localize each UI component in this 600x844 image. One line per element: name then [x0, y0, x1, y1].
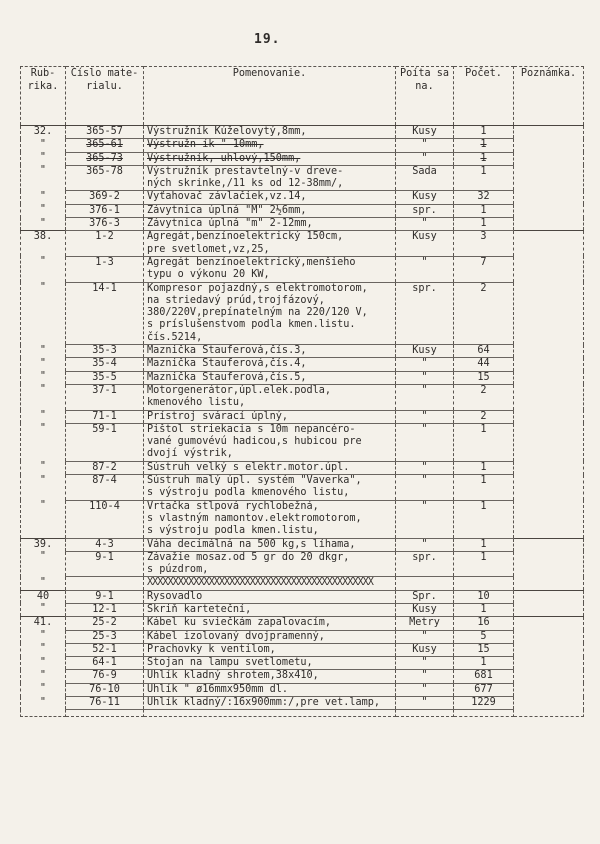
description-line: Motorgenerátor,úpl.elek.podla, — [147, 384, 332, 396]
note-cell — [514, 165, 584, 191]
rubrika-cell: 40 — [21, 590, 66, 603]
material-number-cell: 376-1 — [66, 204, 144, 217]
table-row — [21, 670, 584, 683]
material-number-cell: 35-3 — [66, 345, 144, 358]
rubrika-cell: " — [21, 697, 66, 710]
header-cislo-materialu: Číslo mate-rialu. — [66, 67, 144, 126]
rubrika-cell: " — [21, 475, 66, 501]
material-number-cell — [66, 577, 144, 590]
table-row — [21, 551, 584, 577]
unit-cell: Kusy — [396, 603, 454, 616]
description-line: kmenového listu, — [147, 397, 246, 409]
note-cell — [514, 643, 584, 656]
description-cell — [144, 423, 396, 461]
unit-cell: " — [396, 683, 454, 696]
note-cell — [514, 256, 584, 282]
table-row — [21, 191, 584, 204]
description-cell — [144, 475, 396, 501]
rubrika-cell: " — [21, 139, 66, 152]
table-header-row — [21, 67, 584, 126]
table-row — [21, 204, 584, 217]
description-cell — [144, 204, 396, 217]
material-number-cell: 1-3 — [66, 256, 144, 282]
description-cell — [144, 256, 396, 282]
description-line: Závytnica úplná "m" 2-12mm, — [147, 218, 313, 230]
description-cell — [144, 358, 396, 371]
description-line: pre svetlomet,vz,25, — [147, 243, 270, 255]
unit-cell: " — [396, 423, 454, 461]
unit-cell: Kusy — [396, 643, 454, 656]
unit-cell: Kusy — [396, 231, 454, 257]
description-cell — [144, 410, 396, 423]
rubrika-cell: " — [21, 500, 66, 538]
material-number-cell: 110-4 — [66, 500, 144, 538]
table-row — [21, 475, 584, 501]
description-line: Rysovadlo — [147, 590, 203, 602]
material-number-cell: 52-1 — [66, 643, 144, 656]
table-row — [21, 643, 584, 656]
note-cell — [514, 152, 584, 165]
description-cell — [144, 231, 396, 257]
table-row — [21, 345, 584, 358]
material-number-cell: 25-3 — [66, 630, 144, 643]
description-line: Vyťahovač závlačiek,vz.14, — [147, 191, 307, 203]
description-cell — [144, 126, 396, 139]
description-line: Výstružník prestavtelný-v dreve- — [147, 165, 344, 177]
description-cell — [144, 590, 396, 603]
description-line: Kábel izolovaný dvojpramenný, — [147, 630, 325, 642]
material-number-cell: 14-1 — [66, 282, 144, 344]
quantity-cell: 2 — [454, 410, 514, 423]
note-cell — [514, 282, 584, 344]
table-row — [21, 500, 584, 538]
description-cell — [144, 603, 396, 616]
table-row — [21, 461, 584, 474]
material-number-cell: 4-3 — [66, 538, 144, 551]
table-row — [21, 152, 584, 165]
unit-cell: " — [396, 358, 454, 371]
table-row — [21, 371, 584, 384]
material-number-cell: 9-1 — [66, 590, 144, 603]
quantity-cell: 2 — [454, 384, 514, 410]
description-line: s púzdrom, — [147, 564, 209, 576]
unit-cell: " — [396, 152, 454, 165]
rubrika-cell: " — [21, 165, 66, 191]
material-number-cell: 35-5 — [66, 371, 144, 384]
quantity-cell: 1 — [454, 538, 514, 551]
quantity-cell: 64 — [454, 345, 514, 358]
rubrika-cell: " — [21, 683, 66, 696]
header-pocita-sa-na: Poíta sa na. — [396, 67, 454, 126]
material-number-cell: 9-1 — [66, 551, 144, 577]
description-line: čís.5214, — [147, 331, 203, 343]
header-pomenovanie: Pomenovanie. — [144, 67, 396, 126]
rubrika-cell: " — [21, 603, 66, 616]
unit-cell: Kusy — [396, 345, 454, 358]
quantity-cell: 1 — [454, 551, 514, 577]
note-cell — [514, 657, 584, 670]
rubrika-cell: " — [21, 423, 66, 461]
unit-cell: Kusy — [396, 126, 454, 139]
description-line: Vrtačka stĺpová rychlobežná, — [147, 500, 319, 512]
unit-cell: Kusy — [396, 191, 454, 204]
rubrika-cell: " — [21, 191, 66, 204]
quantity-cell: 1 — [454, 152, 514, 165]
note-cell — [514, 371, 584, 384]
table-row — [21, 590, 584, 603]
quantity-cell: 681 — [454, 670, 514, 683]
material-number-cell: 35-4 — [66, 358, 144, 371]
table-row — [21, 256, 584, 282]
note-cell — [514, 126, 584, 139]
inventory-table — [20, 66, 584, 717]
note-cell — [514, 500, 584, 538]
note-cell — [514, 630, 584, 643]
unit-cell: " — [396, 256, 454, 282]
page-number: 19. — [254, 32, 281, 47]
table-row — [21, 577, 584, 590]
description-cell — [144, 538, 396, 551]
quantity-cell: 1 — [454, 126, 514, 139]
description-line: Váha decimálná na 500 kg,s líhama, — [147, 538, 356, 550]
note-cell — [514, 231, 584, 257]
note-cell — [514, 590, 584, 603]
rubrika-cell: " — [21, 256, 66, 282]
material-number-cell: 37-1 — [66, 384, 144, 410]
table-row — [21, 697, 584, 710]
note-cell — [514, 204, 584, 217]
description-line: Stojan na lampu svetlometu, — [147, 657, 313, 669]
quantity-cell: 1 — [454, 139, 514, 152]
material-number-cell: 25-2 — [66, 617, 144, 630]
header-pocet: Počet. — [454, 67, 514, 126]
rubrika-cell: " — [21, 410, 66, 423]
material-number-cell: 71-1 — [66, 410, 144, 423]
unit-cell: " — [396, 461, 454, 474]
material-number-cell: 64-1 — [66, 657, 144, 670]
table-row — [21, 231, 584, 257]
description-line: Výstružn ík " 10mm, — [147, 139, 264, 151]
description-cell — [144, 657, 396, 670]
quantity-cell: 1 — [454, 475, 514, 501]
quantity-cell: 1229 — [454, 697, 514, 710]
note-cell — [514, 670, 584, 683]
header-poznamka: Poznámka. — [514, 67, 584, 126]
description-cell — [144, 384, 396, 410]
material-number-cell: 1-2 — [66, 231, 144, 257]
description-line: typu o výkonu 20 KW, — [147, 269, 270, 281]
description-cell — [144, 683, 396, 696]
rubrika-cell: " — [21, 384, 66, 410]
description-line: Výstružník, uhlový,150mm, — [147, 152, 301, 164]
table-bottom — [21, 710, 584, 717]
unit-cell — [396, 577, 454, 590]
rubrika-cell: " — [21, 670, 66, 683]
material-number-cell: 87-4 — [66, 475, 144, 501]
note-cell — [514, 423, 584, 461]
description-line: Skriň karteteční, — [147, 603, 252, 615]
unit-cell: Spr. — [396, 590, 454, 603]
description-cell — [144, 670, 396, 683]
quantity-cell: 10 — [454, 590, 514, 603]
table-row — [21, 126, 584, 139]
rubrika-cell: " — [21, 551, 66, 577]
quantity-cell: 2 — [454, 282, 514, 344]
description-cell — [144, 643, 396, 656]
unit-cell: spr. — [396, 282, 454, 344]
material-number-cell: 365-57 — [66, 126, 144, 139]
description-line: vané gumovévú hadicou,s hubicou pre — [147, 436, 362, 448]
description-line: XXXXXXXXXXXXXXXXXXXXXXXXXXXXXXXXXXXXXXXXXXXX — [147, 577, 373, 589]
table-row — [21, 630, 584, 643]
material-number-cell: 76-11 — [66, 697, 144, 710]
note-cell — [514, 410, 584, 423]
description-line: Prístroj svárací úplný, — [147, 410, 289, 422]
unit-cell: Sada — [396, 165, 454, 191]
table-row — [21, 165, 584, 191]
header-rubrika: Rub-rika. — [21, 67, 66, 126]
quantity-cell: 1 — [454, 461, 514, 474]
table-row — [21, 218, 584, 231]
note-cell — [514, 475, 584, 501]
note-cell — [514, 683, 584, 696]
unit-cell: " — [396, 697, 454, 710]
quantity-cell: 1 — [454, 500, 514, 538]
description-line: dvojí výstrik, — [147, 448, 233, 460]
description-cell — [144, 630, 396, 643]
table-row — [21, 282, 584, 344]
description-line: na striedavý prúd,trojfázový, — [147, 294, 325, 306]
rubrika-cell: 38. — [21, 231, 66, 257]
note-cell — [514, 617, 584, 630]
note-cell — [514, 384, 584, 410]
description-line: Kompresor pojazdný,s elektromotorom, — [147, 282, 368, 294]
description-line: Uhlík kladný shrotem,38x410, — [147, 670, 319, 682]
description-cell — [144, 191, 396, 204]
material-number-cell: 59-1 — [66, 423, 144, 461]
note-cell — [514, 218, 584, 231]
description-line: Uhlík kladný/:16x900mm:/,pre vet.lamp, — [147, 697, 381, 709]
table-row — [21, 139, 584, 152]
description-line: Prachovky k ventilom, — [147, 643, 276, 655]
quantity-cell: 7 — [454, 256, 514, 282]
table-row — [21, 423, 584, 461]
rubrika-cell: " — [21, 643, 66, 656]
material-number-cell: 76-10 — [66, 683, 144, 696]
description-line: s príslušenstvom podla kmen.listu. — [147, 319, 356, 331]
description-cell — [144, 697, 396, 710]
description-line: Sústruh malý úpl. systém "Vaverka", — [147, 475, 362, 487]
table-row — [21, 683, 584, 696]
rubrika-cell: " — [21, 630, 66, 643]
unit-cell: " — [396, 670, 454, 683]
description-cell — [144, 371, 396, 384]
rubrika-cell: " — [21, 371, 66, 384]
description-cell — [144, 345, 396, 358]
description-line: Agregát,benzínoelektrický 150cm, — [147, 231, 344, 243]
note-cell — [514, 577, 584, 590]
table-row — [21, 358, 584, 371]
note-cell — [514, 191, 584, 204]
table-row — [21, 384, 584, 410]
material-number-cell: 365-73 — [66, 152, 144, 165]
quantity-cell — [454, 577, 514, 590]
note-cell — [514, 139, 584, 152]
quantity-cell: 1 — [454, 603, 514, 616]
quantity-cell: 1 — [454, 657, 514, 670]
quantity-cell: 32 — [454, 191, 514, 204]
rubrika-cell: " — [21, 461, 66, 474]
description-line: s vlastným namontov.elektromotorom, — [147, 512, 362, 524]
table-row — [21, 657, 584, 670]
description-cell — [144, 461, 396, 474]
description-line: Závytnica úplná "M" 2½6mm, — [147, 204, 307, 216]
description-line: Uhlík " ø16mmx950mm dl. — [147, 683, 289, 695]
quantity-cell: 1 — [454, 218, 514, 231]
material-number-cell: 76-9 — [66, 670, 144, 683]
unit-cell: " — [396, 475, 454, 501]
unit-cell: " — [396, 630, 454, 643]
unit-cell: " — [396, 538, 454, 551]
table-row — [21, 410, 584, 423]
rubrika-cell: " — [21, 345, 66, 358]
rubrika-cell: 41. — [21, 617, 66, 630]
quantity-cell: 3 — [454, 231, 514, 257]
material-number-cell: 376-3 — [66, 218, 144, 231]
quantity-cell: 1 — [454, 423, 514, 461]
table-row — [21, 603, 584, 616]
description-cell — [144, 577, 396, 590]
description-cell — [144, 551, 396, 577]
description-cell — [144, 152, 396, 165]
quantity-cell: 15 — [454, 371, 514, 384]
material-number-cell: 87-2 — [66, 461, 144, 474]
description-line: s výstroju podla kmen.listu, — [147, 525, 319, 537]
rubrika-cell: 32. — [21, 126, 66, 139]
quantity-cell: 16 — [454, 617, 514, 630]
description-cell — [144, 139, 396, 152]
unit-cell: spr. — [396, 551, 454, 577]
rubrika-cell: " — [21, 218, 66, 231]
note-cell — [514, 538, 584, 551]
rubrika-cell: 39. — [21, 538, 66, 551]
unit-cell: " — [396, 218, 454, 231]
description-cell — [144, 218, 396, 231]
table-row — [21, 538, 584, 551]
unit-cell: spr. — [396, 204, 454, 217]
unit-cell: " — [396, 384, 454, 410]
description-cell — [144, 165, 396, 191]
description-line: s výstroju podla kmenového listu, — [147, 487, 350, 499]
description-line: Sústruh velký s elektr.motor.úpl. — [147, 461, 350, 473]
unit-cell: " — [396, 500, 454, 538]
quantity-cell: 5 — [454, 630, 514, 643]
description-line: Pištol striekacia s 10m nepancéro- — [147, 423, 356, 435]
unit-cell: " — [396, 371, 454, 384]
note-cell — [514, 603, 584, 616]
rubrika-cell: " — [21, 657, 66, 670]
unit-cell: Metry — [396, 617, 454, 630]
quantity-cell: 15 — [454, 643, 514, 656]
note-cell — [514, 461, 584, 474]
rubrika-cell: " — [21, 282, 66, 344]
rubrika-cell: " — [21, 577, 66, 590]
quantity-cell: 677 — [454, 683, 514, 696]
note-cell — [514, 345, 584, 358]
description-cell — [144, 282, 396, 344]
material-number-cell: 12-1 — [66, 603, 144, 616]
rubrika-cell: " — [21, 358, 66, 371]
description-line: ných skrinke,/11 ks od 12-38mm/, — [147, 178, 344, 190]
description-line: Maznička Stauferová,čís.4, — [147, 358, 307, 370]
unit-cell: " — [396, 139, 454, 152]
unit-cell: " — [396, 410, 454, 423]
description-line: Kábel ku sviečkám zapalovacím, — [147, 617, 332, 629]
description-line: Maznička Stauferová,čís.3, — [147, 345, 307, 357]
rubrika-cell: " — [21, 204, 66, 217]
quantity-cell: 1 — [454, 204, 514, 217]
material-number-cell: 365-78 — [66, 165, 144, 191]
note-cell — [514, 551, 584, 577]
note-cell — [514, 358, 584, 371]
description-cell — [144, 500, 396, 538]
description-line: 380/220V,prepínatelným na 220/120 V, — [147, 307, 368, 319]
rubrika-cell: " — [21, 152, 66, 165]
material-number-cell: 365-61 — [66, 139, 144, 152]
note-cell — [514, 697, 584, 710]
quantity-cell: 44 — [454, 358, 514, 371]
unit-cell: " — [396, 657, 454, 670]
description-line: Maznička Stauferová,čís.5, — [147, 371, 307, 383]
description-line: Agregát benzínoelektrický,menšieho — [147, 256, 356, 268]
material-number-cell: 369-2 — [66, 191, 144, 204]
description-line: Závažie mosaz.od 5 gr do 20 dkgr, — [147, 551, 350, 563]
table-row — [21, 617, 584, 630]
description-cell — [144, 617, 396, 630]
quantity-cell: 1 — [454, 165, 514, 191]
description-line: Výstružník Kúželovytý,8mm, — [147, 126, 307, 137]
